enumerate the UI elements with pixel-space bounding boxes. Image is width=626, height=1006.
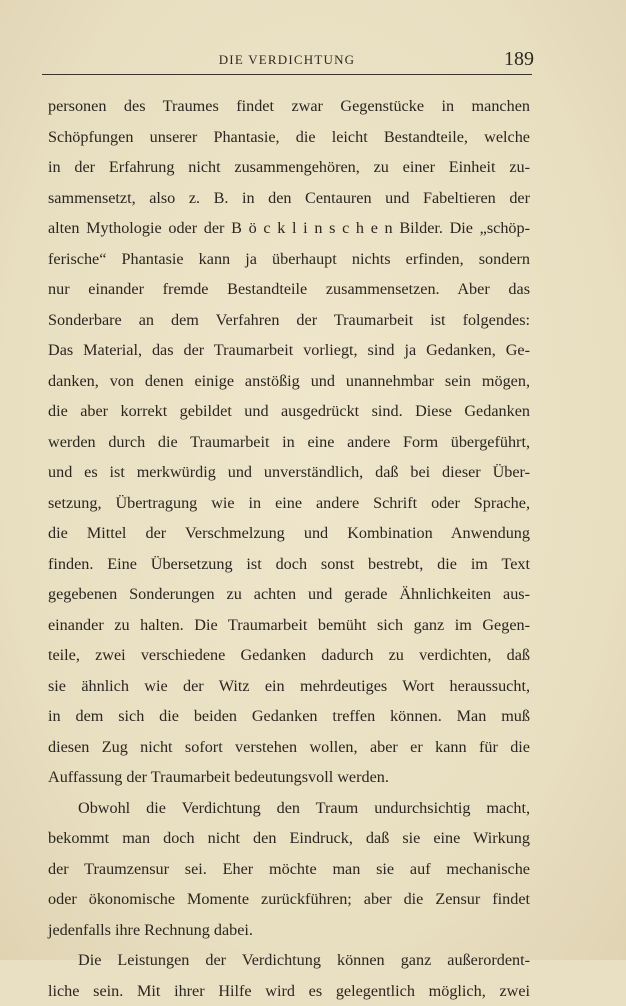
text-line: oder ökonomische Momente zurückführen; aber die Zensur findet [48,884,530,915]
running-title: DIE VERDICHTUNG [44,52,530,68]
body-text [48,91,530,1006]
text-line: ferische“ Phantasie kann ja überhaupt nichts erfinden, sondern [48,244,530,275]
text-line: Die Leistungen der Verdichtung können ganz außerordent- [48,945,530,976]
text-line: in der Erfahrung nicht zusammengehören, zu einer Einheit zu- [48,152,530,183]
running-head [44,46,530,72]
text-line: einander zu halten. Die Traumarbeit bemüht sich ganz im Gegen- [48,610,530,641]
text-line: liche sein. Mit ihrer Hilfe wird es gelegentlich möglich, zwei [48,976,530,1006]
text-line: diesen Zug nicht sofort verstehen wollen, aber er kann für die [48,732,530,763]
text-line: gegebenen Sonderungen zu achten und gerade Ähnlichkeiten aus- [48,579,530,610]
text-line: Auffassung der Traumarbeit bedeutungsvoll werden. [48,762,530,793]
text-line: werden durch die Traumarbeit in eine andere Form übergeführt, [48,427,530,458]
text-line: Obwohl die Verdichtung den Traum undurchsichtig macht, [48,793,530,824]
text-line: alten Mythologie oder der B ö c k l i n s c h e n Bilder. Die „schöp- [48,213,530,244]
text-line: personen des Traumes findet zwar Gegenstücke in manchen [48,91,530,122]
text-line: die Mittel der Verschmelzung und Kombination Anwendung [48,518,530,549]
text-line: finden. Eine Übersetzung ist doch sonst bestrebt, die im Text [48,549,530,580]
text-line: teile, zwei verschiedene Gedanken dadurch zu verdichten, daß [48,640,530,671]
text-line: nur einander fremde Bestandteile zusammensetzen. Aber das [48,274,530,305]
text-line: Sonderbare an dem Verfahren der Traumarbeit ist folgendes: [48,305,530,336]
text-line: sammensetzt, also z. B. in den Centauren und Fabeltieren der [48,183,530,214]
text-line: und es ist merkwürdig und unverständlich, daß bei dieser Über- [48,457,530,488]
text-line: jedenfalls ihre Rechnung dabei. [48,915,530,946]
text-line: die aber korrekt gebildet und ausgedrückt sind. Diese Gedanken [48,396,530,427]
text-line: in dem sich die beiden Gedanken treffen können. Man muß [48,701,530,732]
text-line: bekommt man doch nicht den Eindruck, daß sie eine Wirkung [48,823,530,854]
text-line: der Traumzensur sei. Eher möchte man sie auf mechanische [48,854,530,885]
text-line: sie ähnlich wie der Witz ein mehrdeutiges Wort heraussucht, [48,671,530,702]
page-number: 189 [504,48,534,71]
text-line: danken, von denen einige anstößig und unannehmbar sein mögen, [48,366,530,397]
text-line: Das Material, das der Traumarbeit vorliegt, sind ja Gedanken, Ge- [48,335,530,366]
header-rule [42,74,532,75]
text-line: Schöpfungen unserer Phantasie, die leicht Bestandteile, welche [48,122,530,153]
text-line: setzung, Übertragung wie in eine andere Schrift oder Sprache, [48,488,530,519]
